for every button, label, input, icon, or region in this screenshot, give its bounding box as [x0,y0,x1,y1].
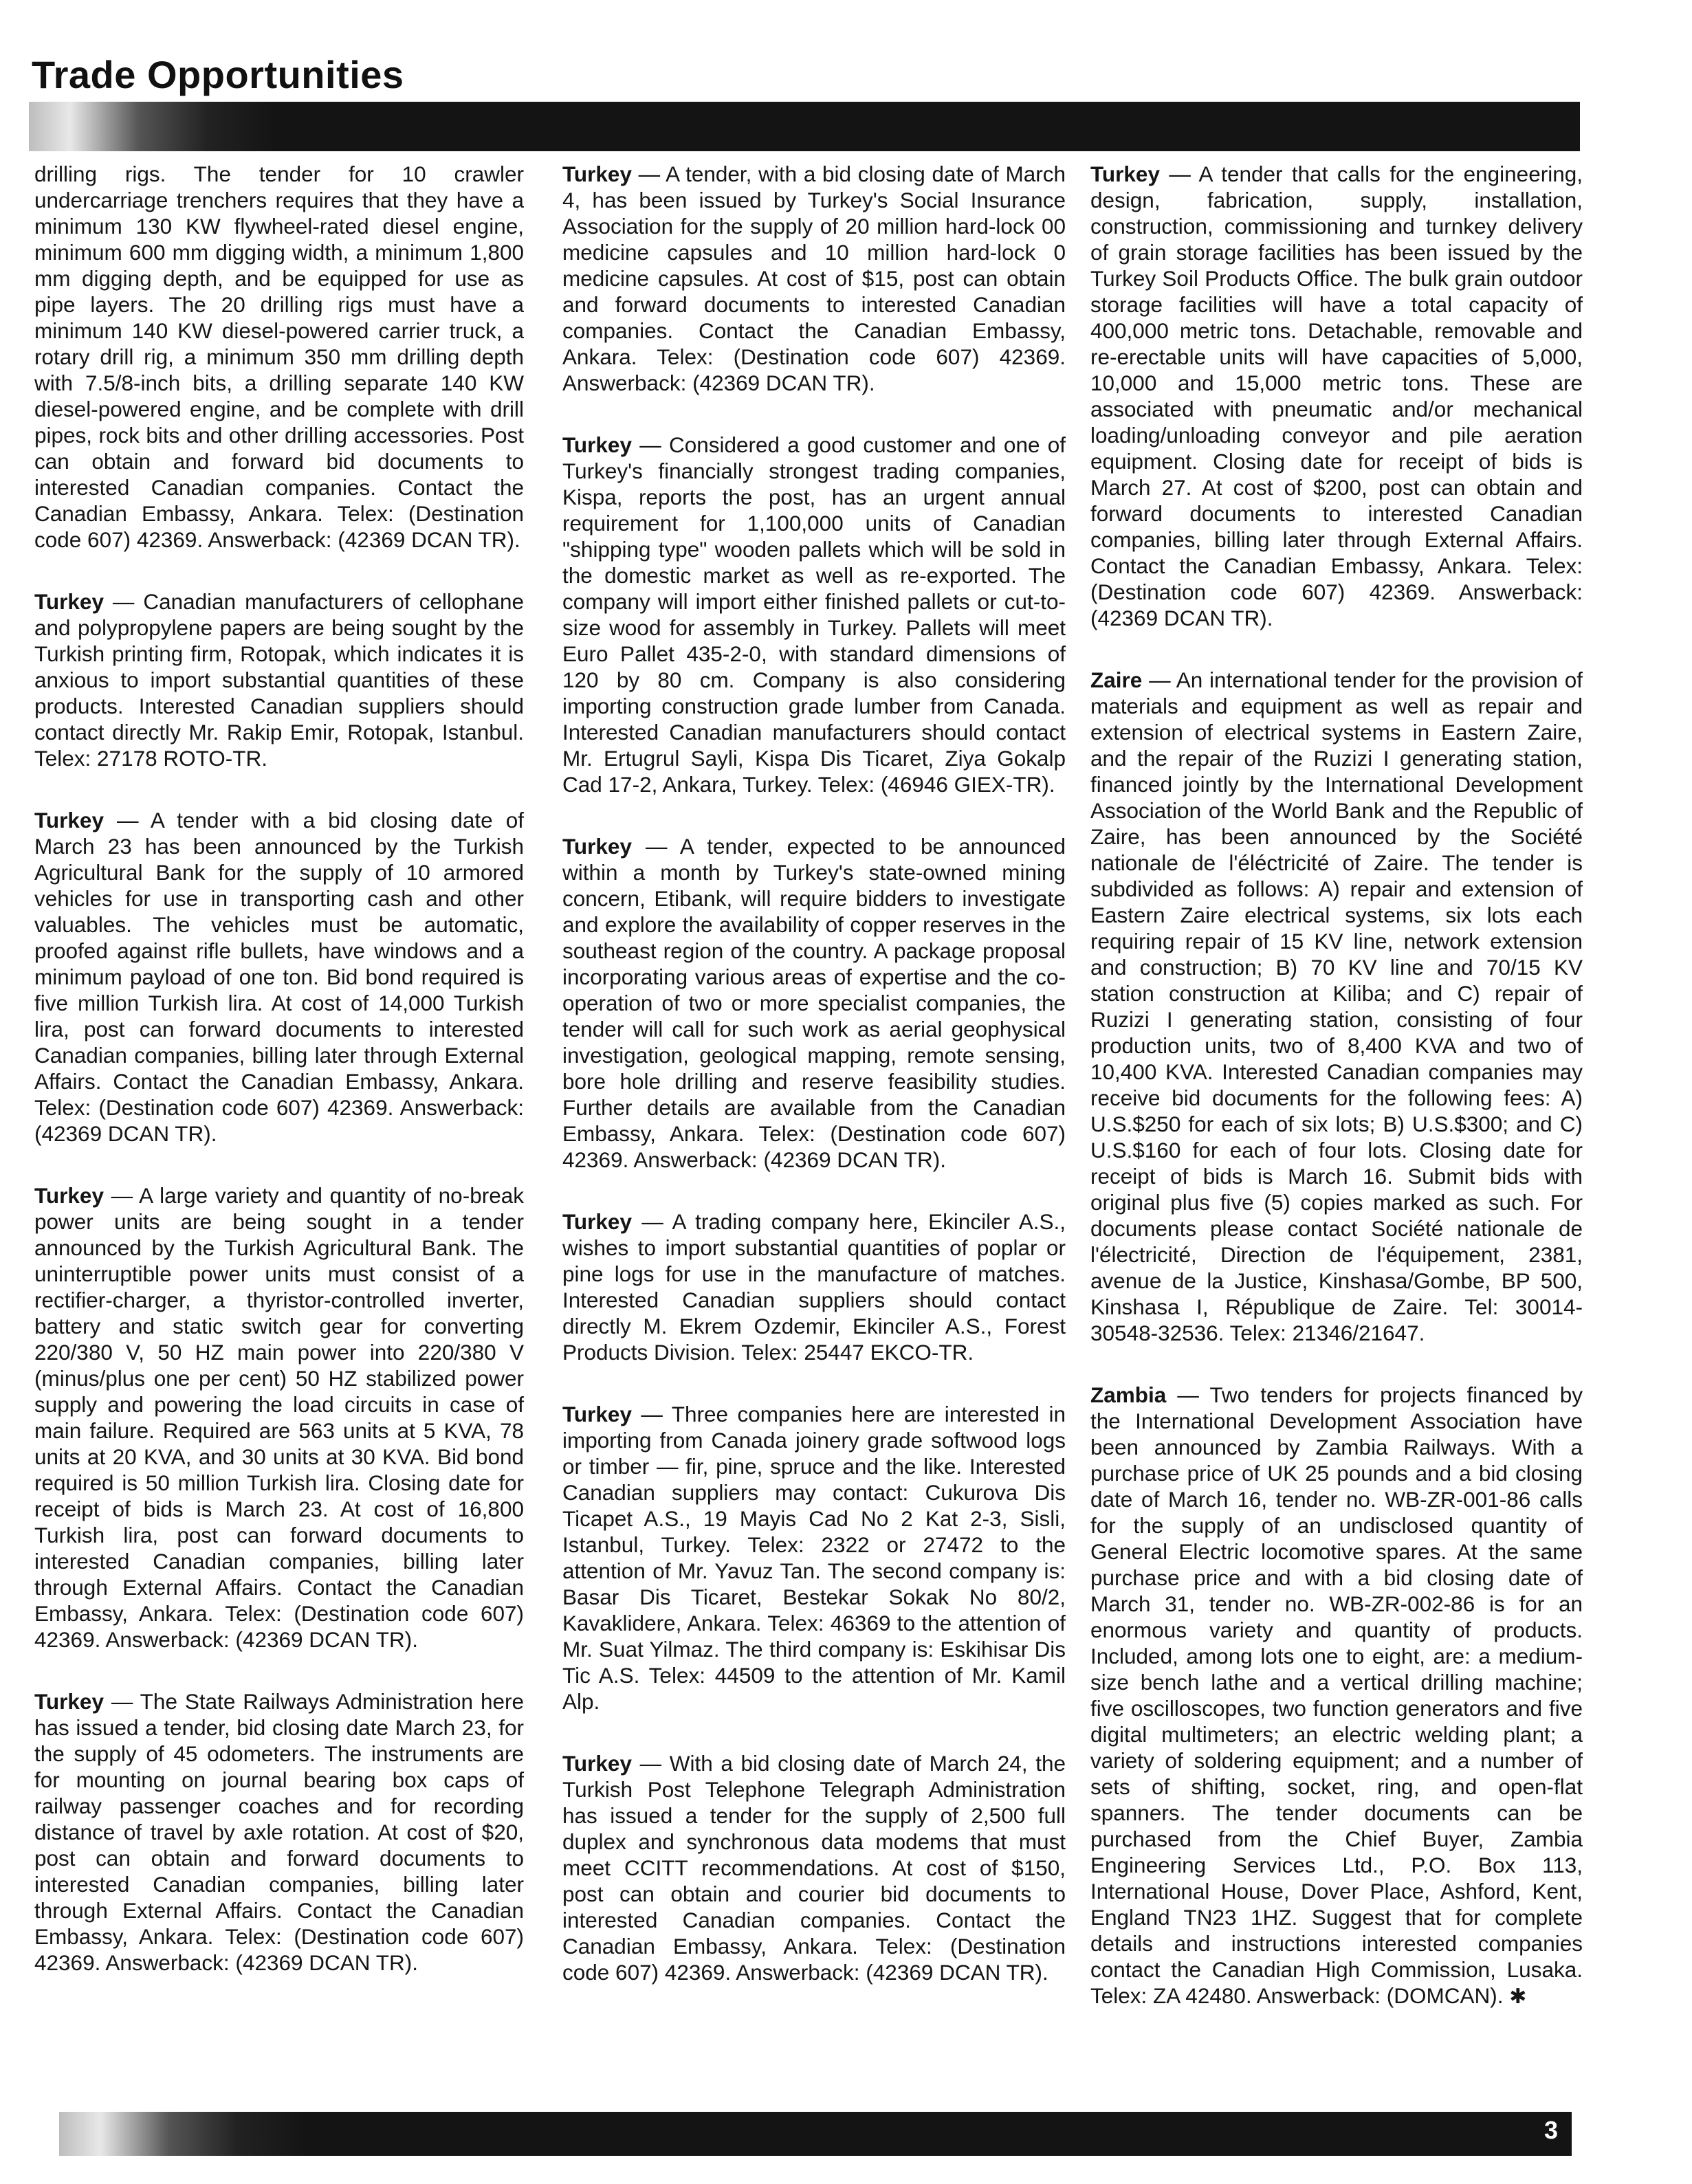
article-region: Turkey [34,1183,104,1208]
column-1 [34,159,524,2011]
article-region: Zaire [1090,668,1143,692]
article-text: — An international tender for the provision of materials and equipment as well as repair and extension of electrical systems in Eastern Zaire, and the repair of the Ruzizi I generating station, financed jointly by the International Development Association of the World Bank and the Republic of Zaire, has been announced by the Société nationale de l'éléctricité of Zaire. The tender is subdivided as follows: A) repair and extension of Eastern Zaire electrical systems, six lots each requiring repair of 15 KV line, network extension and construction; B) 70 KV line and 70/15 KV station construction at Kiliba; and C) repair of Ruzizi I generating station, consisting of four production units, two of 8,400 KVA and two of 10,400 KVA. Interested Canadian companies may receive bid documents for the following fees: A) U.S.$250 for each of six lots; B) U.S.$300; and C) U.S.$160 for each of four lots. Closing date for receipt of bids is March 16. Submit bids with original plus five (5) copies marked as such. For documents please contact Société nationale de l'électricité, Direction de l'équipement, 2381, avenue de la Justice, Kinshasa/Gombe, BP 500, Kinshasa I, République de Zaire. Tel: 30014-30548-32536. Telex: 21346/21647. [1090,668,1583,1345]
page-title: Trade Opportunities [32,53,404,96]
end-mark-icon: ✱ [1509,1985,1527,2008]
article-region: Turkey [34,589,104,614]
article-text: — A tender, with a bid closing date of March 4, has been issued by Turkey's Social Insurance Association for the supply of 20 million hard-lock 00 medicine capsules and 10 million hard-lock 0 medicine capsules. At cost of $15, post can obtain and forward documents to interested Canadian companies. Contact the Canadian Embassy, Ankara. Telex: (Destination code 607) 42369. Answerback: (42369 DCAN TR). [562,162,1066,395]
article-text: — A tender that calls for the engineering, design, fabrication, supply, installation, construction, commissioning and turnkey delivery of grain storage facilities has been issued by the Turkey Soil Products Office. The bulk grain outdoor storage facilities will have a total capacity of 400,000 metric tons. Detachable, removable and re-erectable units will have capacities of 5,000, 10,000 and 15,000 metric tons. These are associated with pneumatic and/or mechanical loading/unloading conveyor and pile aeration equipment. Closing date for receipt of bids is March 27. At cost of $200, post can obtain and forward documents to interested Canadian companies, billing later through External Affairs. Contact the Canadian Embassy, Ankara. Telex: (Destination code 607) 42369. Answerback: (42369 DCAN TR). [1090,162,1583,630]
article-power-units [34,1182,524,1653]
article-text: drilling rigs. The tender for 10 crawler undercarriage trenchers requires that they have a minimum 130 KW flywheel-rated diesel engine, minimum 600 mm digging width, a minimum 1,800 mm digging depth, and be equipped for use as pipe layers. The 20 drilling rigs must have a minimum 140 KW diesel-powered carrier truck, a rotary drill rig, a minimum 350 mm drilling depth with 7.5/8-inch bits, a drilling separate 140 KW diesel-powered engine, and be complete with drill pipes, rock bits and other drilling accessories. Post can obtain and forward bid documents to interested Canadian companies. Contact the Canadian Embassy, Ankara. Telex: (Destination code 607) 42369. Answerback: (42369 DCAN TR). [34,162,524,552]
article-region: Turkey [562,432,632,457]
article-wooden-pallets [562,432,1066,797]
article-drilling-rigs [34,161,524,553]
article-grain-storage [1090,161,1583,631]
page-number: 3 [1543,2116,1559,2144]
article-region: Turkey [562,1402,632,1426]
article-text: — Considered a good customer and one of Turkey's financially strongest trading companies, Kispa, reports the post, has an urgent annual requirement for 1,100,000 units of Canadian "shipping type" wooden pallets which will be sold in the domestic market as well as re-exported. The company will import either finished pallets or cut-to-size wood for assembly in Turkey. Pallets will meet Euro Pallet 435-2-0, with standard dimensions of 120 by 80 cm. Company is also considering importing construction grade lumber from Canada. Interested Canadian manufacturers should contact Mr. Ertugrul Sayli, Kispa Dis Ticaret, Ziya Gokalp Cad 17-2, Ankara, Turkey. Telex: (46946 GIEX-TR). [562,432,1066,797]
article-armored-vehicles [34,807,524,1147]
article-text: — Canadian manufacturers of cellophane and polypropylene papers are being sought by the Turkish printing firm, Rotopak, which indicates it is anxious to import substantial quantities of these products. Interested Canadian suppliers should contact directly Mr. Rakip Emir, Rotopak, Istanbul. Telex: 27178 ROTO-TR. [34,589,524,771]
article-softwood-timber [562,1401,1066,1714]
header-rule [29,102,1580,151]
column-2 [562,159,1066,2021]
footer-rule [59,2112,1572,2156]
article-region: Turkey [562,1751,632,1776]
article-odometers [34,1688,524,1976]
article-cellophane [34,588,524,771]
article-zaire-electrical [1090,667,1583,1346]
article-text: — A large variety and quantity of no-break power units are being sought in a tender announced by the Turkish Agricultural Bank. The uninterruptible power units must consist of a rectifier-charger, a thyristor-controlled inverter, battery and static switch gear for converting 220/380 V, 50 HZ main power into 220/380 V (minus/plus one per cent) 50 HZ stabilized power supply and powering the load circuits in case of main failure. Required are 563 units at 5 KVA, 78 units at 20 KVA, and 30 units at 30 KVA. Bid bond required is 50 million Turkish lira. Closing date for receipt of bids is March 23. At cost of 16,800 Turkish lira, post can forward documents to interested Canadian companies, billing later through External Affairs. Contact the Canadian Embassy, Ankara. Telex: (Destination code 607) 42369. Answerback: (42369 DCAN TR). [34,1183,524,1652]
article-region: Zambia [1090,1382,1167,1407]
article-text: — Three companies here are interested in importing from Canada joinery grade softwood logs or timber — fir, pine, spruce and the like. Interested Canadian suppliers may contact: Cukurova Dis Ticapet A.S., 19 Mayis Cad No 2 Kat 2-3, Sisli, Istanbul, Turkey. Telex: 2322 or 27472 to the attention of Mr. Yavuz Tan. The second company is: Basar Dis Ticaret, Bestekar Sokak No 80/2, Kavaklidere, Ankara. Telex: 46369 to the attention of Mr. Suat Yilmaz. The third company is: Eskihisar Dis Tic A.S. Telex: 44509 to the attention of Mr. Kamil Alp. [562,1402,1066,1714]
article-text: — A trading company here, Ekinciler A.S., wishes to import substantial quantities of poplar or pine logs for use in the manufacture of matches. Interested Canadian suppliers should contact directly M. Ekrem Ozdemir, Ekinciler A.S., Forest Products Division. Telex: 25447 EKCO-TR. [562,1209,1066,1365]
article-data-modems [562,1750,1066,1985]
article-text: — A tender, expected to be announced within a month by Turkey's state-owned mining concern, Etibank, will require bidders to investigate and explore the availability of copper reserves in the southeast region of the country. A package proposal incorporating various areas of expertise and the co-operation of two or more specialist companies, the tender will call for such work as aerial geophysical investigation, geological mapping, remote sensing, bore hole drilling and reserve feasibility studies. Further details are available from the Canadian Embassy, Ankara. Telex: (Destination code 607) 42369. Answerback: (42369 DCAN TR). [562,834,1066,1172]
article-copper-reserves [562,833,1066,1173]
article-region: Turkey [34,1689,104,1714]
article-medicine-capsules [562,161,1066,396]
article-text: — With a bid closing date of March 24, the Turkish Post Telephone Telegraph Administration has issued a tender for the supply of 2,500 full duplex and synchronous data modems that must meet CCITT recommendations. At cost of $150, post can obtain and courier bid documents to interested Canadian companies. Contact the Canadian Embassy, Ankara. Telex: (Destination code 607) 42369. Answerback: (42369 DCAN TR). [562,1751,1066,1985]
article-region: Turkey [562,162,632,186]
column-3 [1090,159,1583,2046]
article-region: Turkey [34,808,104,832]
article-poplar-logs [562,1209,1066,1365]
article-region: Turkey [562,834,632,859]
article-text: — A tender with a bid closing date of March 23 has been announced by the Turkish Agricultural Bank for the supply of 10 armored vehicles for use in transporting cash and other valuables. The vehicles must be automatic, proofed against rifle bullets, have windows and a minimum payload of one ton. Bid bond required is five million Turkish lira. At cost of 14,000 Turkish lira, post can forward documents to interested Canadian companies, billing later through External Affairs. Contact the Canadian Embassy, Ankara. Telex: (Destination code 607) 42369. Answerback: (42369 DCAN TR). [34,808,524,1146]
article-region: Turkey [562,1209,632,1234]
article-text: — Two tenders for projects financed by the International Development Association have been announced by Zambia Railways. With a purchase price of UK 25 pounds and a bid closing date of March 16, tender no. WB-ZR-001-86 calls for the supply of an undisclosed quantity of General Electric locomotive spares. At the same purchase price and with a bid closing date of March 31, tender no. WB-ZR-002-86 is for an enormous variety and quantity of products. Included, among lots one to eight, are: a medium-size bench lathe and a vertical drilling machine; five oscilloscopes, two function generators and five digital multimeters; an electric welding plant; a variety of soldering equipment; and a number of sets of shifting, socket, ring, and open-flat spanners. The tender documents can be purchased from the Chief Buyer, Zambia Engineering Services Ltd., P.O. Box 113, International House, Dover Place, Ashford, Kent, England TN23 1HZ. Suggest that for complete details and instructions interested companies contact the Canadian High Commission, Lusaka. Telex: ZA 42480. Answerback: (DOMCAN). [1090,1382,1583,2008]
article-region: Turkey [1090,162,1160,186]
article-text: — The State Railways Administration here has issued a tender, bid closing date March 23, for the supply of 45 odometers. The instruments are for mounting on journal bearing box caps of railway passenger coaches and for recording distance of travel by axle rotation. At cost of $20, post can obtain and forward documents to interested Canadian companies, billing later through External Affairs. Contact the Canadian Embassy, Ankara. Telex: (Destination code 607) 42369. Answerback: (42369 DCAN TR). [34,1689,524,1975]
article-zambia-railways [1090,1382,1583,2010]
